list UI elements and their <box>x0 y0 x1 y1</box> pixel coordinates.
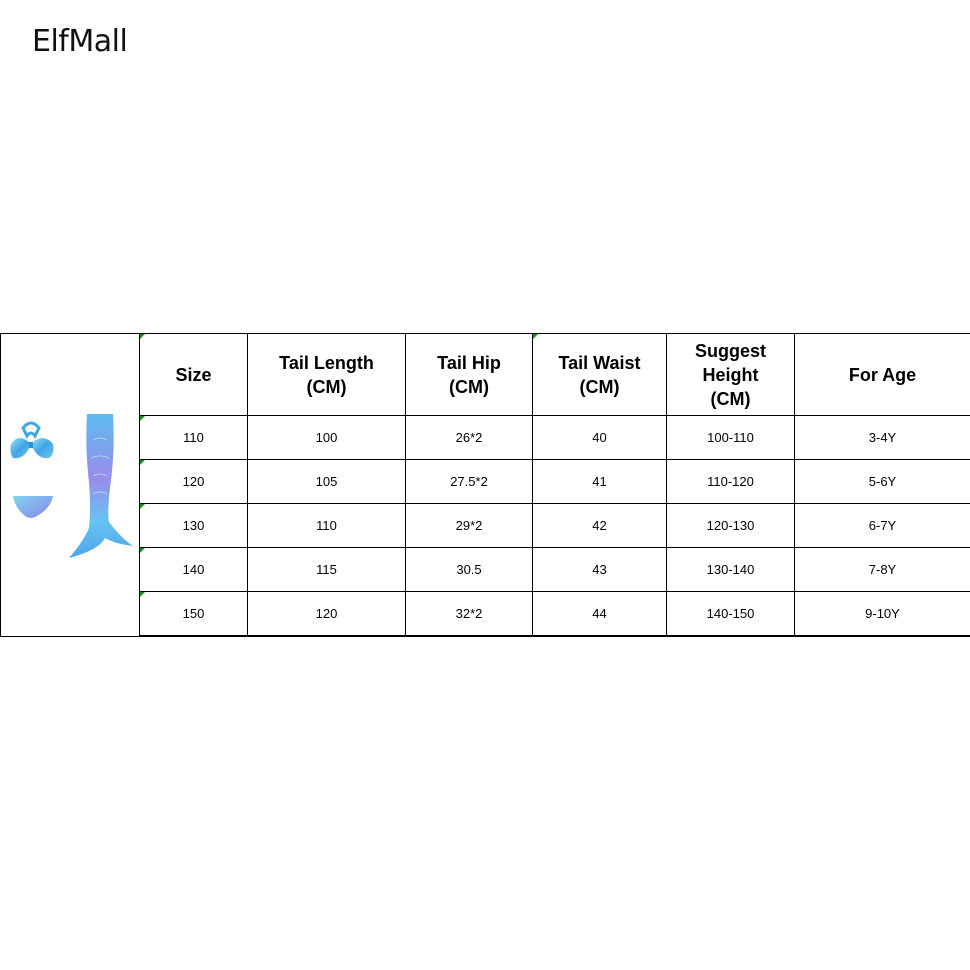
product-image-cell <box>1 334 140 637</box>
table-row <box>1 548 970 592</box>
cell-tail-waist: 42 <box>533 504 667 548</box>
table-row <box>1 416 970 460</box>
cell-age: 9-10Y <box>795 592 970 637</box>
cell-age: 3-4Y <box>795 416 970 460</box>
table-row <box>1 504 970 548</box>
cell-height: 110-120 <box>667 460 795 504</box>
cell-tail-length: 100 <box>248 416 406 460</box>
cell-size: 120 <box>140 460 248 504</box>
cell-size: 130 <box>140 504 248 548</box>
cell-tail-length: 115 <box>248 548 406 592</box>
header-tail-hip: Tail Hip (CM) <box>406 334 533 416</box>
cell-tail-waist: 41 <box>533 460 667 504</box>
header-for-age: For Age <box>795 334 970 416</box>
size-chart-table <box>0 333 970 637</box>
table-header-row <box>1 334 970 416</box>
bikini-bottom <box>13 496 53 518</box>
cell-tail-length: 110 <box>248 504 406 548</box>
cell-tail-length: 120 <box>248 592 406 637</box>
cell-tail-waist: 40 <box>533 416 667 460</box>
cell-tail-hip: 29*2 <box>406 504 533 548</box>
mermaid-tail <box>69 414 133 558</box>
header-size: Size <box>140 334 248 416</box>
cell-tail-waist: 43 <box>533 548 667 592</box>
cell-height: 120-130 <box>667 504 795 548</box>
cell-size: 140 <box>140 548 248 592</box>
header-tail-length: Tail Length (CM) <box>248 334 406 416</box>
cell-tail-hip: 27.5*2 <box>406 460 533 504</box>
cell-height: 130-140 <box>667 548 795 592</box>
cell-tail-hip: 30.5 <box>406 548 533 592</box>
cell-age: 7-8Y <box>795 548 970 592</box>
cell-tail-waist: 44 <box>533 592 667 637</box>
table-row <box>1 460 970 504</box>
cell-size: 110 <box>140 416 248 460</box>
cell-height: 140-150 <box>667 592 795 637</box>
cell-size: 150 <box>140 592 248 637</box>
header-suggest-height: Suggest Height (CM) <box>667 334 795 416</box>
cell-height: 100-110 <box>667 416 795 460</box>
cell-tail-hip: 26*2 <box>406 416 533 460</box>
header-tail-waist: Tail Waist (CM) <box>533 334 667 416</box>
cell-tail-length: 105 <box>248 460 406 504</box>
cell-age: 6-7Y <box>795 504 970 548</box>
bikini-top <box>10 423 53 458</box>
mermaid-swimsuit-image <box>5 410 135 560</box>
brand-logo-text: ElfMall <box>32 24 128 59</box>
cell-tail-hip: 32*2 <box>406 592 533 637</box>
table-row <box>1 592 970 637</box>
cell-age: 5-6Y <box>795 460 970 504</box>
